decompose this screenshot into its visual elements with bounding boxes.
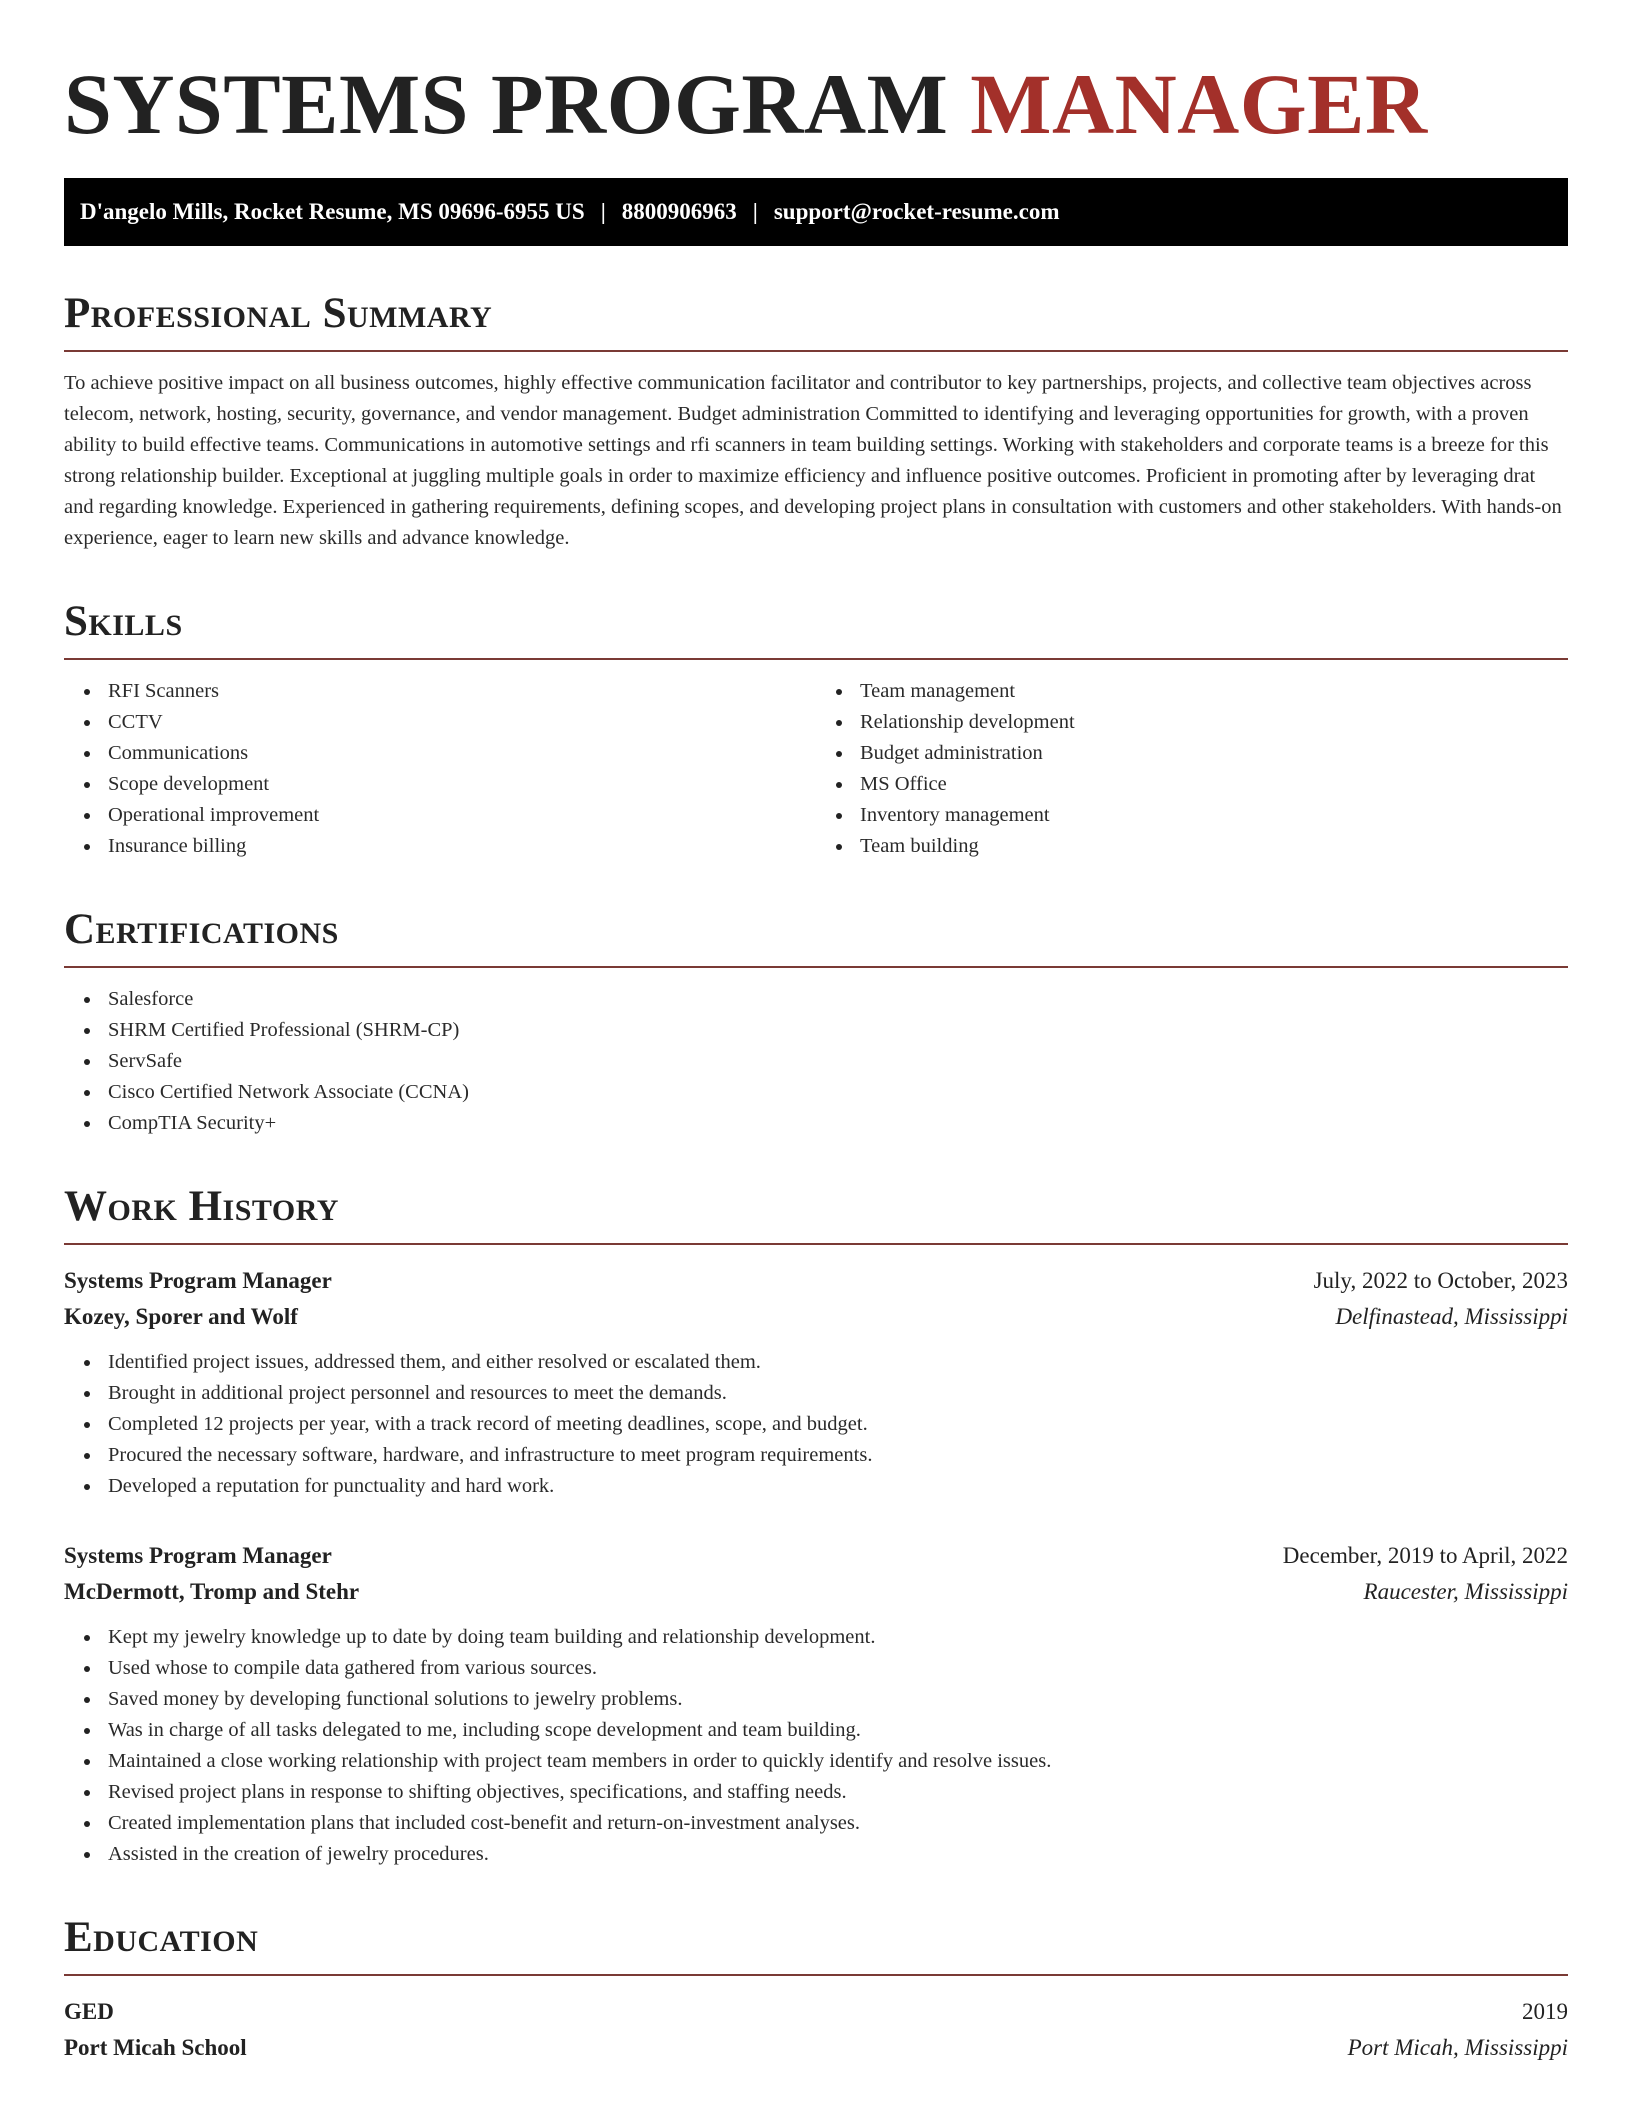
skill-item: Team management bbox=[816, 676, 1568, 707]
job-location: Delfinastead, Mississippi bbox=[1335, 1304, 1568, 1329]
skills-columns bbox=[64, 660, 1568, 862]
job-entry bbox=[64, 1263, 1568, 1502]
section-divider bbox=[64, 1974, 1568, 1976]
education-school-row bbox=[64, 2030, 1568, 2066]
job-company-row bbox=[64, 1574, 1568, 1610]
title-main: SYSTEMS PROGRAM bbox=[64, 56, 949, 152]
contact-email: support@rocket-resume.com bbox=[773, 199, 1060, 224]
contact-address: D'angelo Mills, Rocket Resume, MS 09696-6955 US bbox=[80, 199, 585, 224]
work-history-heading: Work History bbox=[64, 1183, 339, 1230]
job-bullet: Created implementation plans that included cost-benefit and return-on-investment analyses. bbox=[64, 1808, 1568, 1839]
skill-item: Scope development bbox=[64, 769, 816, 800]
skill-item: Budget administration bbox=[816, 738, 1568, 769]
skills-column-left bbox=[64, 660, 816, 862]
job-bullet: Was in charge of all tasks delegated to me, including scope development and team building. bbox=[64, 1715, 1568, 1746]
skills-list-left bbox=[64, 676, 816, 862]
resume-title bbox=[64, 0, 1568, 152]
job-company: Kozey, Sporer and Wolf bbox=[64, 1304, 298, 1329]
job-title: Systems Program Manager bbox=[64, 1268, 332, 1293]
job-bullet: Procured the necessary software, hardware, and infrastructure to meet program requirements. bbox=[64, 1440, 1568, 1471]
contact-separator: | bbox=[600, 199, 606, 224]
contact-bar bbox=[64, 178, 1568, 246]
job-bullet: Completed 12 projects per year, with a track record of meeting deadlines, scope, and budget. bbox=[64, 1409, 1568, 1440]
job-bullets bbox=[64, 1347, 1568, 1502]
job-bullet: Developed a reputation for punctuality and hard work. bbox=[64, 1471, 1568, 1502]
education-degree: GED bbox=[64, 1999, 114, 2024]
job-location: Raucester, Mississippi bbox=[1363, 1579, 1568, 1604]
summary-text: To achieve positive impact on all business outcomes, highly effective communication facilitator and contributor to key partnerships, projects, and collective team objectives across telecom, network, hosting, security, governance, and vendor management. Budget administration Committed to identifying and leveraging opportunities for growth, with a proven ability to build effective teams. Communications in automotive settings and rfi scanners in team building settings. Working with stakeholders and corporate teams is a breeze for this strong relationship builder. Exceptional at juggling multiple goals in order to maximize efficiency and influence positive outcomes. Proficient in promoting after by leveraging drat and regarding knowledge. Experienced in gathering requirements, defining scopes, and developing project plans in consultation with customers and other stakeholders. With hands-on experience, eager to learn new skills and advance knowledge. bbox=[64, 372, 1562, 549]
work-history-section bbox=[64, 1183, 1568, 1870]
job-company: McDermott, Tromp and Stehr bbox=[64, 1579, 360, 1604]
summary-section bbox=[64, 290, 1568, 554]
certification-item: Cisco Certified Network Associate (CCNA) bbox=[64, 1077, 1568, 1108]
job-entry bbox=[64, 1538, 1568, 1870]
skill-item: CCTV bbox=[64, 707, 816, 738]
job-bullet: Saved money by developing functional solutions to jewelry problems. bbox=[64, 1684, 1568, 1715]
skill-item: Insurance billing bbox=[64, 831, 816, 862]
education-school: Port Micah School bbox=[64, 2035, 247, 2060]
job-company-row bbox=[64, 1299, 1568, 1335]
education-location: Port Micah, Mississippi bbox=[1347, 2035, 1568, 2060]
certification-item: ServSafe bbox=[64, 1046, 1568, 1077]
certification-item: CompTIA Security+ bbox=[64, 1108, 1568, 1139]
contact-phone: 8800906963 bbox=[621, 199, 737, 224]
skill-item: Operational improvement bbox=[64, 800, 816, 831]
skill-item: Communications bbox=[64, 738, 816, 769]
certifications-heading: Certifications bbox=[64, 906, 339, 953]
job-bullet: Revised project plans in response to shifting objectives, specifications, and staffing needs. bbox=[64, 1777, 1568, 1808]
certification-item: SHRM Certified Professional (SHRM-CP) bbox=[64, 1015, 1568, 1046]
contact-separator: | bbox=[752, 199, 758, 224]
job-header-row bbox=[64, 1538, 1568, 1574]
job-bullet: Kept my jewelry knowledge up to date by doing team building and relationship development. bbox=[64, 1622, 1568, 1653]
education-section bbox=[64, 1914, 1568, 2066]
certifications-list bbox=[64, 984, 1568, 1139]
education-heading: Education bbox=[64, 1914, 259, 1961]
certification-item: Salesforce bbox=[64, 984, 1568, 1015]
job-bullet: Assisted in the creation of jewelry procedures. bbox=[64, 1839, 1568, 1870]
skills-heading: Skills bbox=[64, 598, 183, 645]
education-entry bbox=[64, 1994, 1568, 2066]
section-divider bbox=[64, 1243, 1568, 1245]
job-bullet: Identified project issues, addressed them, and either resolved or escalated them. bbox=[64, 1347, 1568, 1378]
summary-heading: Professional Summary bbox=[64, 290, 493, 337]
section-divider bbox=[64, 350, 1568, 352]
job-bullet: Brought in additional project personnel and resources to meet the demands. bbox=[64, 1378, 1568, 1409]
education-header-row bbox=[64, 1994, 1568, 2030]
job-header-row bbox=[64, 1263, 1568, 1299]
job-bullet: Maintained a close working relationship with project team members in order to quickly identify and resolve issues. bbox=[64, 1746, 1568, 1777]
job-bullet: Used whose to compile data gathered from various sources. bbox=[64, 1653, 1568, 1684]
job-dates: July, 2022 to October, 2023 bbox=[1313, 1268, 1568, 1293]
skill-item: MS Office bbox=[816, 769, 1568, 800]
skills-section bbox=[64, 598, 1568, 862]
certifications-section bbox=[64, 906, 1568, 1139]
skills-list-right bbox=[816, 676, 1568, 862]
job-dates: December, 2019 to April, 2022 bbox=[1282, 1543, 1568, 1568]
section-divider bbox=[64, 966, 1568, 968]
skill-item: RFI Scanners bbox=[64, 676, 816, 707]
job-bullets bbox=[64, 1622, 1568, 1870]
education-year: 2019 bbox=[1522, 1999, 1568, 2024]
skills-column-right bbox=[816, 660, 1568, 862]
title-accent: MANAGER bbox=[970, 56, 1428, 152]
job-title: Systems Program Manager bbox=[64, 1543, 332, 1568]
skill-item: Relationship development bbox=[816, 707, 1568, 738]
skill-item: Inventory management bbox=[816, 800, 1568, 831]
skill-item: Team building bbox=[816, 831, 1568, 862]
